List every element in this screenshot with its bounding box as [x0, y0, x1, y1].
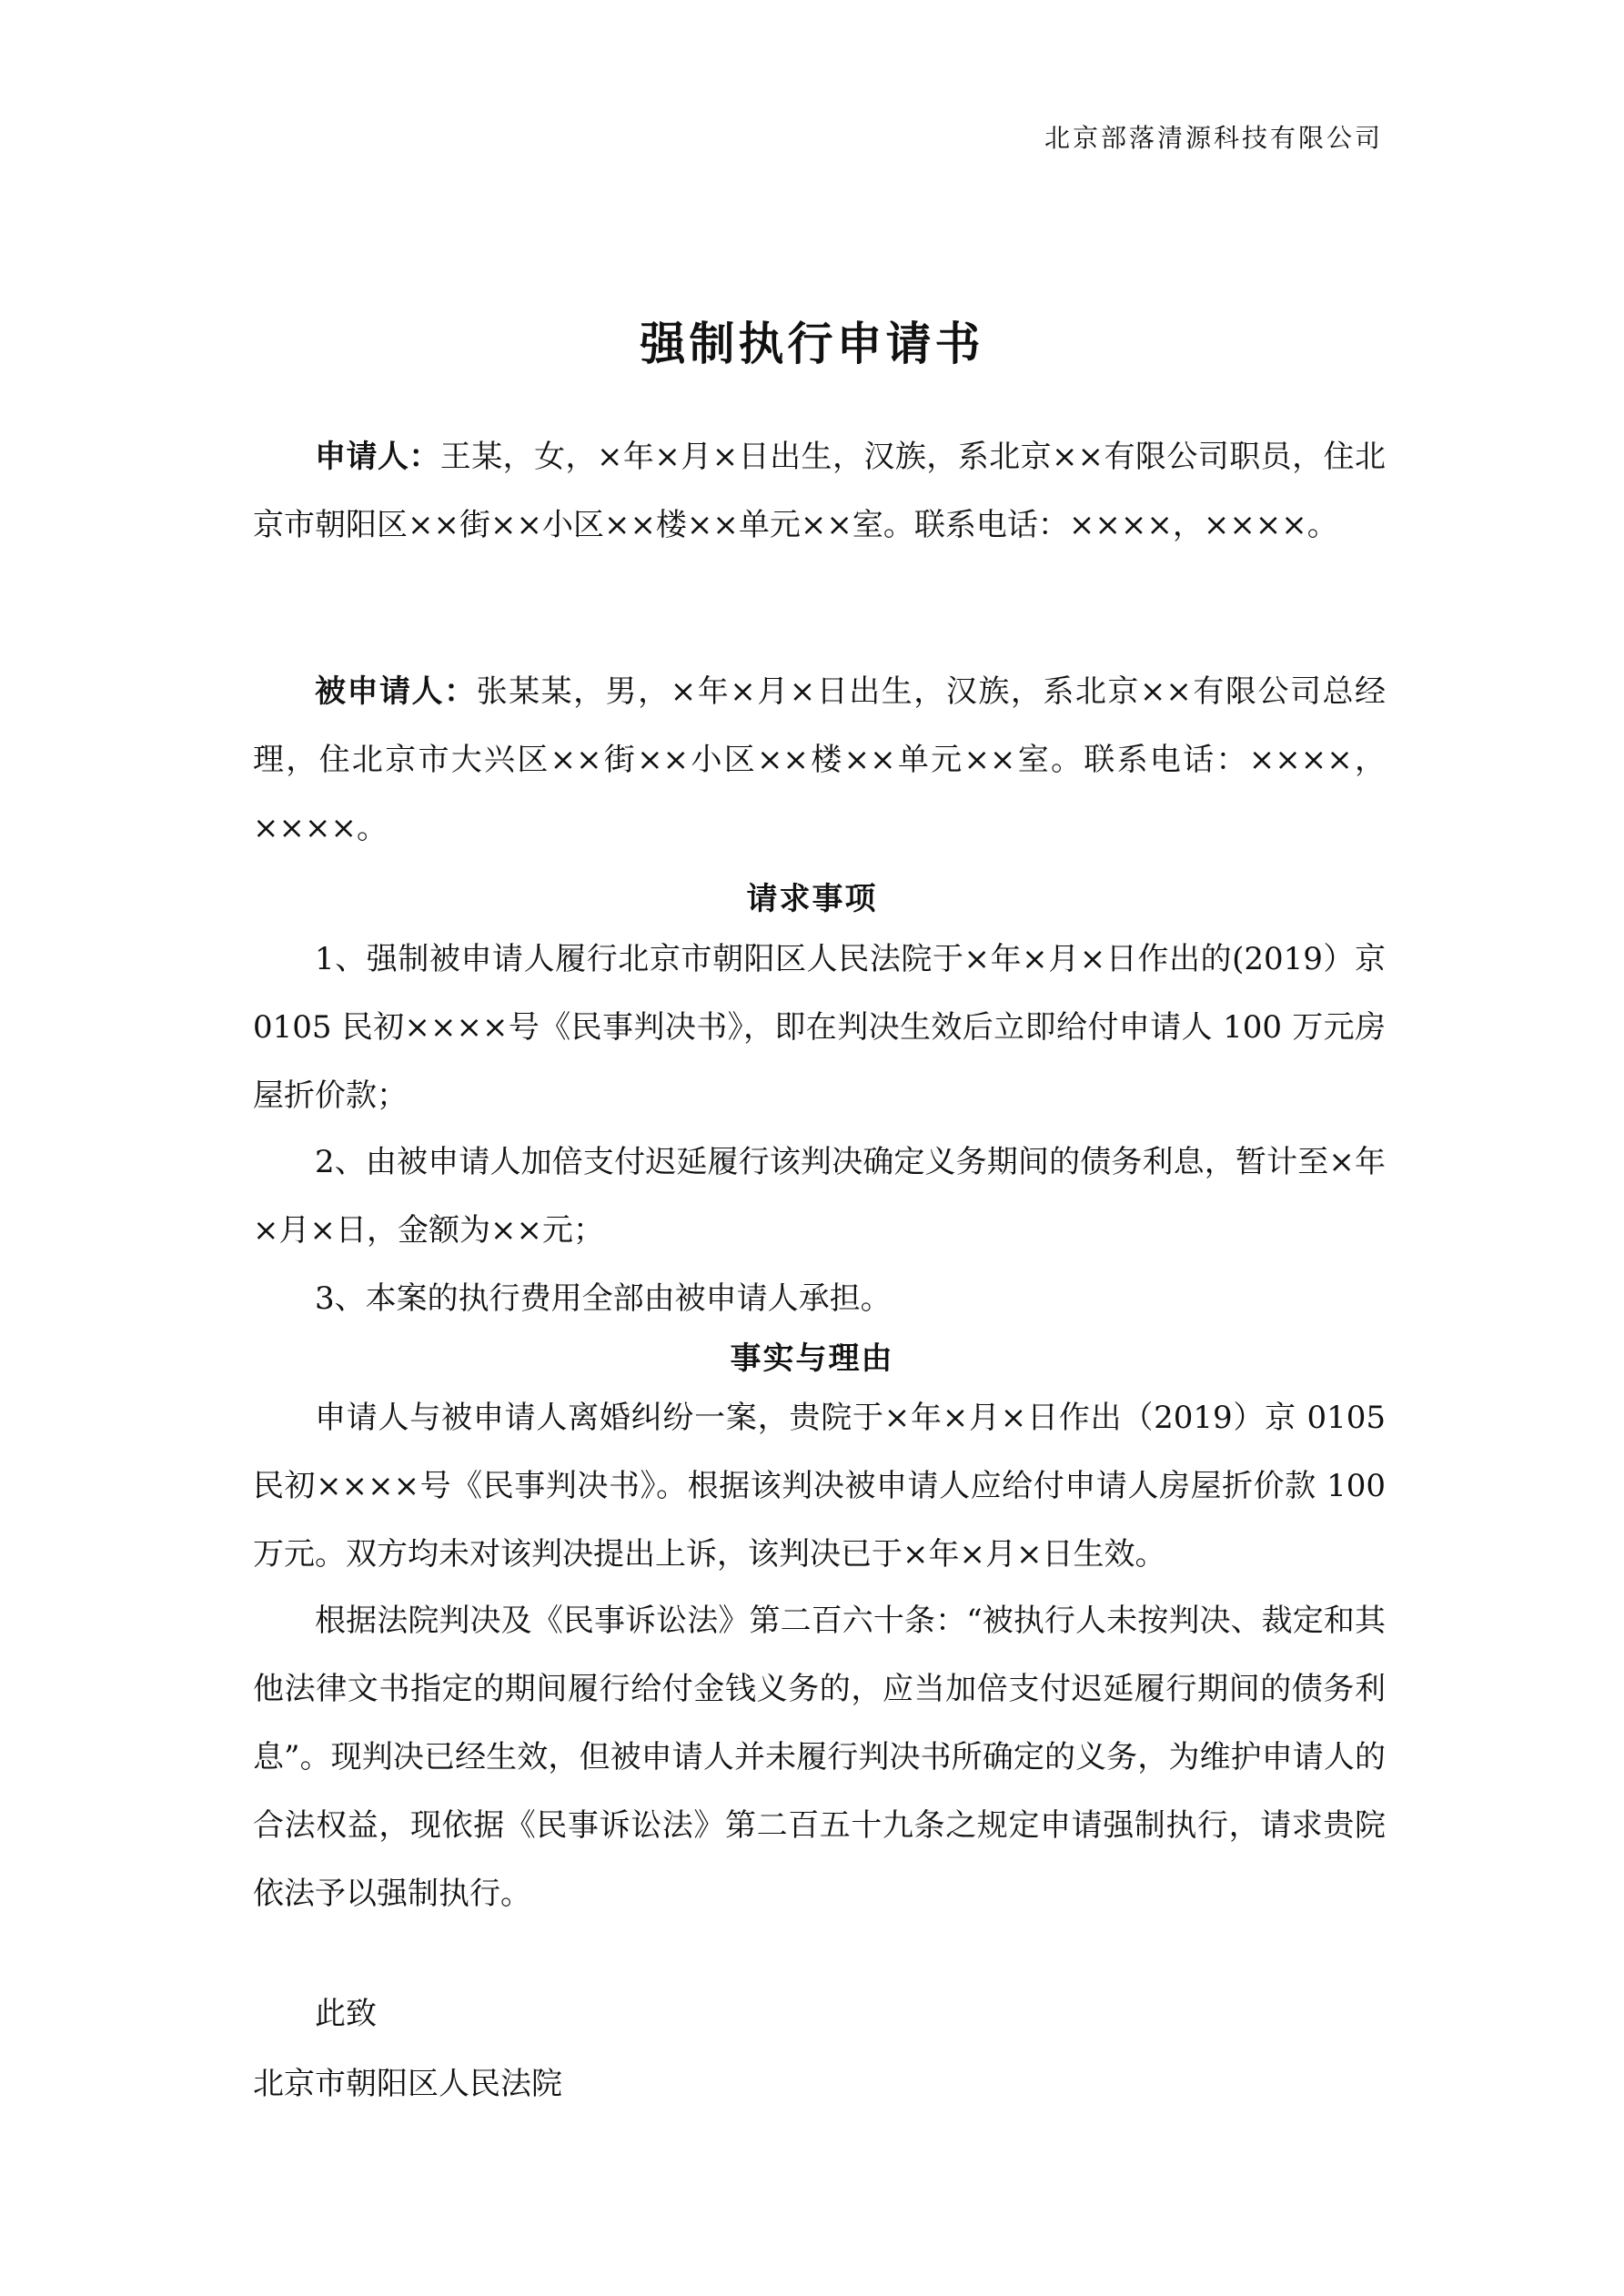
request-item: 3、本案的执行费用全部由被申请人承担。 [315, 1280, 892, 1317]
header-company-name: 北京部落清源科技有限公司 [1044, 123, 1383, 153]
facts-paragraph: 根据法院判决及《民事诉讼法》第二百六十条：“被执行人未按判决、裁定和其他法律文书指定的期间履行给付金钱义务的，应当加倍支付迟延履行期间的债务利息”。现判决已经生效，但被申请人并未履行判决书所确定的义务，为维护申请人的合法权益，现依据《民事诉讼法》第二百五十九条之规定申请强制执行，请求贵院依法予以强制执行。 [253, 1603, 1386, 1912]
applicant-text: 王某，女，×年×月×日出生，汉族，系北京××有限公司职员，住北京市朝阳区××街××小区××楼××单元××室。联系电话：××××，××××。 [253, 439, 1386, 543]
applicant-label: 申请人： [315, 439, 440, 475]
respondent-label: 被申请人： [315, 673, 477, 710]
request-item: 1、强制被申请人履行北京市朝阳区人民法院于×年×月×日作出的(2019）京 0105 民初××××号《民事判决书》，即在判决生效后立即给付申请人 100 万元房屋折价款； [253, 941, 1386, 1114]
document-title: 强制执行申请书 [640, 318, 984, 370]
closing-recipient: 北京市朝阳区人民法院 [253, 2066, 562, 2102]
requests-heading: 请求事项 [746, 881, 878, 917]
respondent-text: 张某某，男，×年×月×日出生，汉族，系北京××有限公司总经理，住北京市大兴区××街××小区××楼××单元××室。联系电话：××××，××××。 [253, 673, 1386, 846]
facts-heading: 事实与理由 [730, 1340, 894, 1377]
closing-salutation: 此致 [315, 1996, 377, 2032]
applicant-paragraph [253, 423, 1386, 560]
facts-paragraph: 申请人与被申请人离婚纠纷一案，贵院于×年×月×日作出（2019）京 0105 民初××××号《民事判决书》。根据该判决被申请人应给付申请人房屋折价款 100 万元。双方均未对该判决提出上诉，该判决已于×年×月×日生效。 [253, 1400, 1386, 1573]
request-item: 2、由被申请人加倍支付迟延履行该判决确定义务期间的债务利息，暂计至×年×月×日，金额为××元； [253, 1144, 1386, 1249]
respondent-paragraph [253, 658, 1386, 863]
